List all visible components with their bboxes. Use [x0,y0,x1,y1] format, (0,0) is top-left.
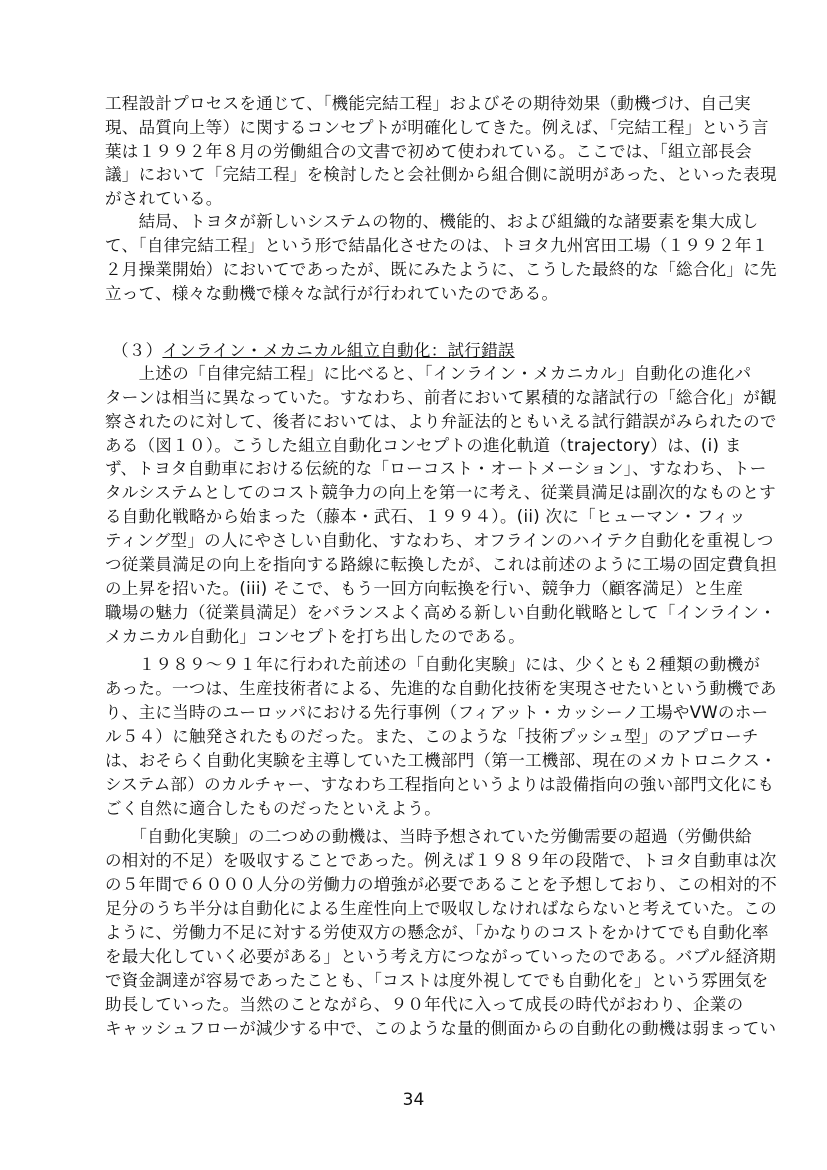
text-line: で資金調達が容易であったことも、「コストは度外視してでも自動化を」という雰囲気を [105,971,769,990]
text-line: キャッシュフローが減少する中で、このような量的側面からの自動化の動機は弱まってい [105,1019,777,1038]
text-line: つ従業員満足の向上を指向する路線に転換したが、これは前述のように工場の固定費負担 [105,555,777,574]
text-line: 職場の魅力（従業員満足）をバランスよく高める新しい自動化戦略として「インライン・ [105,603,777,622]
text-line: ティング型」の人にやさしい自動化、すなわち、オフラインのハイテク自動化を重視しつ [105,531,774,550]
page-number: 34 [402,1090,425,1110]
text-line: ある（図１０）。こうした組立自動化コンセプトの進化軌道（trajectory）は、(i) ま [105,436,742,455]
text-line: 現、品質向上等）に関するコンセプトが明確化してきた。例えば、「完結工程」という言 [105,118,769,137]
text-line: 立って、様々な動機で様々な試行が行われていたのである。 [105,284,559,303]
text-line: て、「自律完結工程」という形で結晶化させたのは、トヨタ九州宮田工場（１９９２年１ [105,236,769,255]
text-line: あった。一つは、生産技術者による、先進的な自動化技術を実現させたいという動機であ [105,679,777,698]
text-line: ル５４）に触発されたものだった。また、このような「技術プッシュ型」のアプローチ [105,727,759,746]
text-line: ターンは相当に異なっていた。すなわち、前者において累積的な諸試行の「総合化」が観 [105,388,777,407]
text-line: の上昇を招いた。(iii) そこで、もう一回方向転換を行い、競争力（顧客満足）と生産 [105,579,744,598]
text-line: 察されたのに対して、後者においては、より弁証法的ともいえる試行錯誤がみられたので [105,412,777,431]
section-number: （３） [112,341,163,360]
text-line: は、おそらく自動化実験を主導していた工機部門（第一工機部、現在のメカトロニクス・ [105,751,777,770]
text-line: ごく自然に適合したものだったといえよう。 [105,799,441,818]
text-line: 助長していった。当然のことながら、９０年代に入って成長の時代がおわり、企業の [105,995,744,1014]
section-title: インライン・メカニカル組立自動化：試行錯誤 [162,341,515,360]
text-line: 足分のうち半分は自動化による生産性向上で吸収しなければならないと考えていた。この [105,899,777,918]
text-line: 議」において「完結工程」を検討したと会社側から組合側に説明があった、といった表現 [105,165,777,184]
text-line: 工程設計プロセスを通じて、「機能完結工程」およびその期待効果（動機づけ、自己実 [105,94,751,113]
text-line: メカニカル自動化」コンセプトを打ち出したのである。 [105,627,525,646]
text-line: る自動化戦略から始まった（藤本・武石、１９９４）。(ii) 次に「ヒューマン・フィッ [105,507,746,526]
section-heading [112,340,792,362]
text-line: 葉は１９９２年８月の労働組合の文書で初めて使われている。ここでは、「組立部長会 [105,142,752,161]
text-line: タルシステムとしてのコスト競争力の向上を第一に考え、従業員満足は副次的なものとす [105,483,776,502]
text-line: の５年間で６０００人分の労働力の増強が必要であることを予想しており、この相対的不 [105,875,777,894]
text-line: がされている。 [105,189,223,208]
text-line: ず、トヨタ自動車における伝統的な「ローコスト・オートメーション」、すなわち、トー [105,459,767,478]
text-line: １９８９～９１年に行われた前述の「自動化実験」には、少くとも２種類の動機が [105,655,761,674]
text-line: の相対的不足）を吸収することであった。例えば１９８９年の段階で、トヨタ自動車は次 [105,851,777,870]
text-line: 結局、トヨタが新しいシステムの物的、機能的、および組織的な諸要素を集大成し [105,212,759,231]
text-line: 「自動化実験」の二つめの動機は、当時予想されていた労働需要の超過（労働供給 [105,827,752,846]
text-line: ２月操業開始）においてであったが、既にみたように、こうした最終的な「総合化」に先 [105,260,777,279]
text-line: ように、労働力不足に対する労使双方の懸念が、「かなりのコストをかけてでも自動化率 [105,923,769,942]
text-line: り、主に当時のユーロッパにおける先行事例（フィアット・カッシーノ工場やVWのホー [105,703,769,722]
text-line: 上述の「自律完結工程」に比べると、「インライン・メカニカル」自動化の進化パ [105,364,752,383]
text-line: を最大化していく必要がある」という考え方につながっていったのである。バブル経済期 [105,947,777,966]
text-line: システム部）のカルチャー、すなわち工程指向というよりは設備指向の強い部門文化にも [105,775,775,794]
